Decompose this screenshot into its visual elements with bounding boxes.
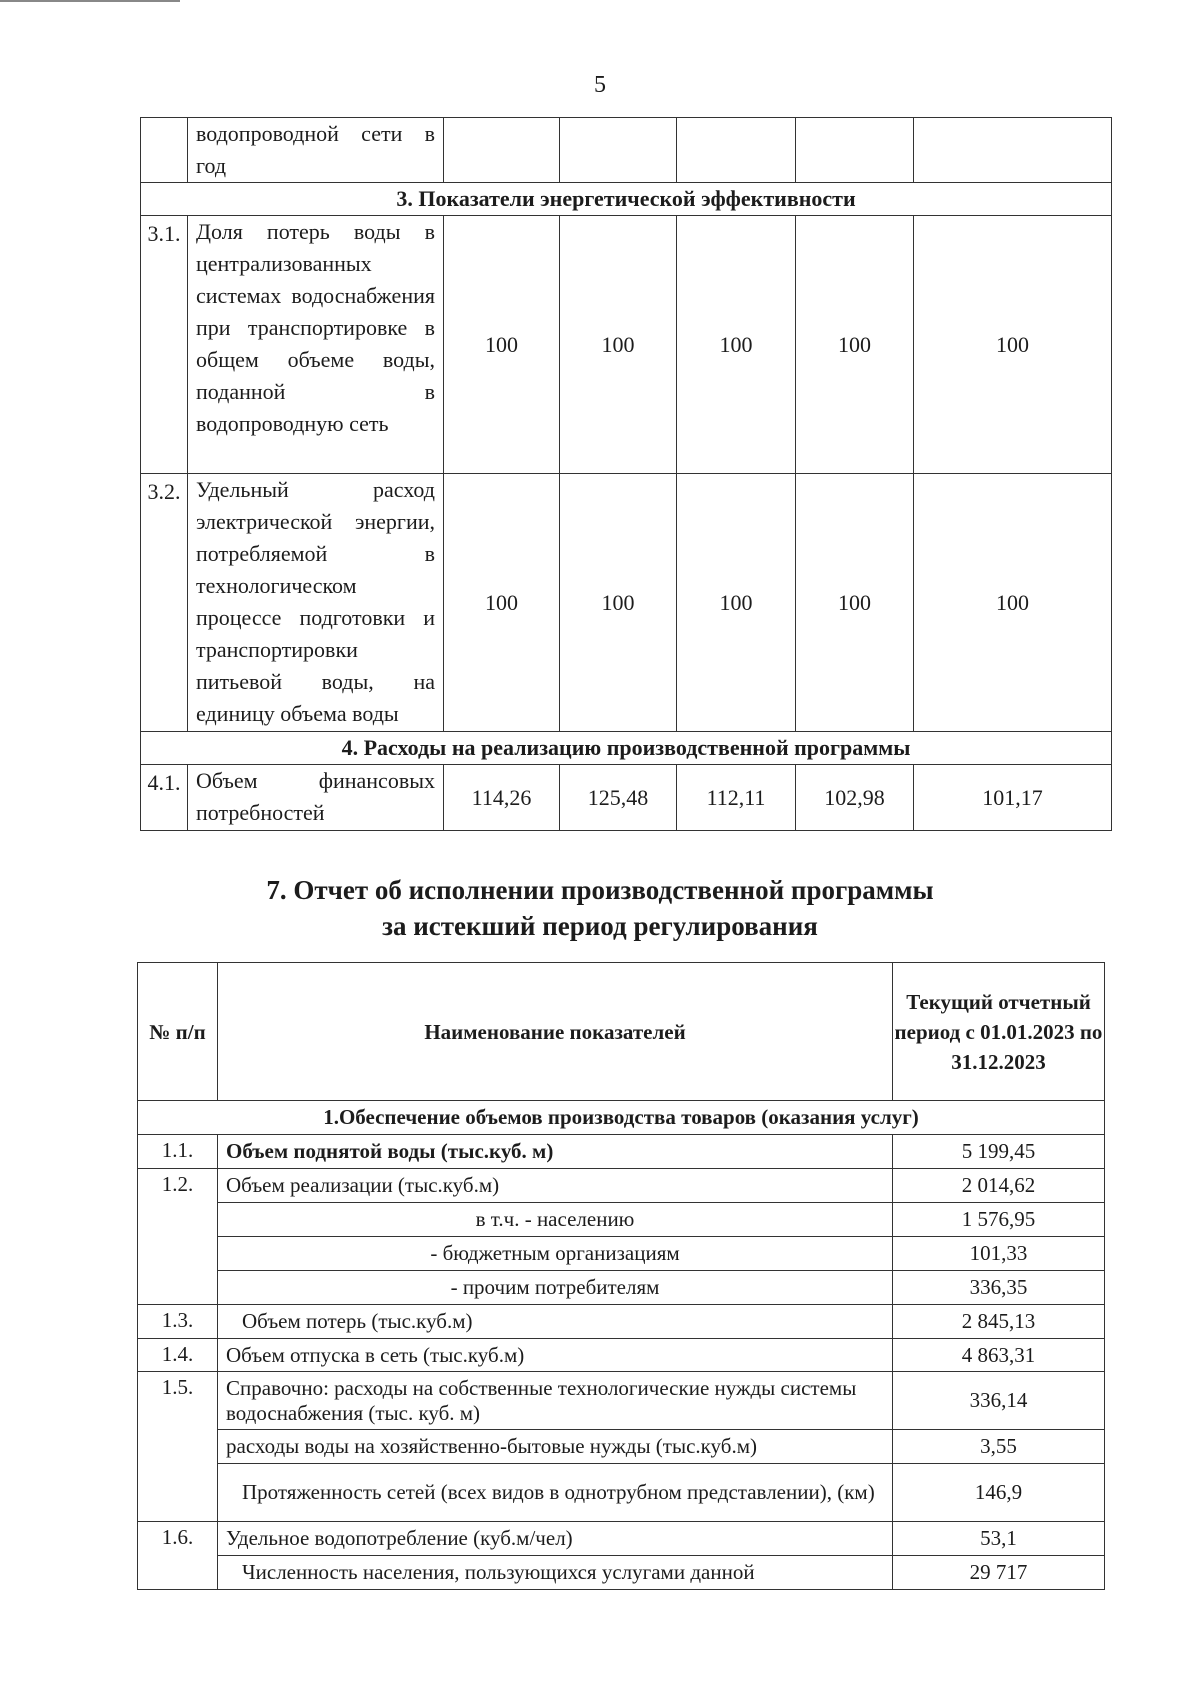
table-row xyxy=(141,118,1112,183)
indicator-name: - бюджетным организациям xyxy=(218,1237,893,1271)
value-cell: 100 xyxy=(444,216,560,474)
indicator-name: - прочим потребителям xyxy=(218,1271,893,1305)
indicator-name: Доля потерь воды в централизованных системах водоснабжения при транспортировке в общем объеме воды, поданной в водопроводную сеть xyxy=(188,216,444,474)
value-cell xyxy=(444,118,560,183)
value-cell: 29 717 xyxy=(893,1556,1105,1590)
value-cell: 2 845,13 xyxy=(893,1305,1105,1339)
table-row xyxy=(138,1430,1105,1464)
row-number: 1.1. xyxy=(138,1135,218,1169)
value-cell: 101,17 xyxy=(914,765,1112,831)
row-number: 1.2. xyxy=(138,1169,218,1305)
section-row xyxy=(138,1101,1105,1135)
value-cell: 1 576,95 xyxy=(893,1203,1105,1237)
value-cell: 102,98 xyxy=(796,765,914,831)
indicator-name: Объем потерь (тыс.куб.м) xyxy=(218,1305,893,1339)
row-number: 1.4. xyxy=(138,1339,218,1372)
table-row xyxy=(138,1271,1105,1305)
header-num: № п/п xyxy=(138,963,218,1101)
indicator-name: в т.ч. - населению xyxy=(218,1203,893,1237)
value-cell: 146,9 xyxy=(893,1464,1105,1522)
row-number: 1.6. xyxy=(138,1522,218,1590)
value-cell: 100 xyxy=(796,474,914,732)
indicator-name: Удельный расход электрической энергии, потребляемой в технологическом процессе подготовки и транспортировки питьевой воды, на единицу объема воды xyxy=(188,474,444,732)
table-row xyxy=(141,474,1112,732)
value-cell: 100 xyxy=(444,474,560,732)
indicator-name: Справочно: расходы на собственные технологические нужды системы водоснабжения (тыс. куб. м) xyxy=(218,1372,893,1430)
value-cell xyxy=(914,118,1112,183)
indicator-name: водопроводной сети в год xyxy=(188,118,444,183)
table-row xyxy=(141,216,1112,474)
table-row xyxy=(138,1203,1105,1237)
row-number: 4.1. xyxy=(141,765,188,831)
value-cell: 2 014,62 xyxy=(893,1169,1105,1203)
section-row xyxy=(141,732,1112,765)
row-number: 3.1. xyxy=(141,216,188,474)
indicators-table xyxy=(140,117,1112,831)
value-cell xyxy=(560,118,677,183)
section-title: 1.Обеспечение объемов производства товаров (оказания услуг) xyxy=(138,1101,1105,1135)
table-row xyxy=(138,1237,1105,1271)
table-row xyxy=(138,1464,1105,1522)
indicator-name: Численность населения, пользующихся услугами данной xyxy=(218,1556,893,1590)
indicator-name: расходы воды на хозяйственно-бытовые нужды (тыс.куб.м) xyxy=(218,1430,893,1464)
table-row xyxy=(138,1169,1105,1203)
header-row xyxy=(138,963,1105,1101)
value-cell: 336,14 xyxy=(893,1372,1105,1430)
heading-line-2: за истекший период регулирования xyxy=(382,911,818,941)
indicator-name: Объем финансовых потребностей xyxy=(188,765,444,831)
indicator-name: Удельное водопотребление (куб.м/чел) xyxy=(218,1522,893,1556)
value-cell: 100 xyxy=(677,216,796,474)
value-cell: 100 xyxy=(677,474,796,732)
value-cell: 100 xyxy=(560,474,677,732)
table-row xyxy=(138,1135,1105,1169)
section-title: 3. Показатели энергетической эффективности xyxy=(141,183,1112,216)
table-row xyxy=(141,765,1112,831)
table-row xyxy=(138,1305,1105,1339)
value-cell: 112,11 xyxy=(677,765,796,831)
scan-edge-mark xyxy=(0,0,180,2)
heading-line-1: 7. Отчет об исполнении производственной программы xyxy=(266,875,934,905)
value-cell: 5 199,45 xyxy=(893,1135,1105,1169)
table-row xyxy=(138,1522,1105,1556)
section-row xyxy=(141,183,1112,216)
value-cell: 100 xyxy=(796,216,914,474)
indicator-name: Протяженность сетей (всех видов в однотрубном представлении), (км) xyxy=(218,1464,893,1522)
value-cell: 336,35 xyxy=(893,1271,1105,1305)
value-cell: 4 863,31 xyxy=(893,1339,1105,1372)
value-cell: 100 xyxy=(560,216,677,474)
value-cell: 114,26 xyxy=(444,765,560,831)
table-row xyxy=(138,1372,1105,1430)
header-period: Текущий отчетный период с 01.01.2023 по 31.12.2023 xyxy=(893,963,1105,1101)
indicator-name: Объем реализации (тыс.куб.м) xyxy=(218,1169,893,1203)
value-cell: 125,48 xyxy=(560,765,677,831)
indicator-name: Объем поднятой воды (тыс.куб. м) xyxy=(218,1135,893,1169)
row-number-cell xyxy=(141,118,188,183)
table-row xyxy=(138,1339,1105,1372)
value-cell: 3,55 xyxy=(893,1430,1105,1464)
page-number: 5 xyxy=(594,72,606,98)
header-name: Наименование показателей xyxy=(218,963,893,1101)
value-cell xyxy=(796,118,914,183)
row-number: 3.2. xyxy=(141,474,188,732)
indicator-name: Объем отпуска в сеть (тыс.куб.м) xyxy=(218,1339,893,1372)
section-title: 4. Расходы на реализацию производственной программы xyxy=(141,732,1112,765)
section-heading xyxy=(0,872,1200,944)
value-cell: 100 xyxy=(914,216,1112,474)
value-cell xyxy=(677,118,796,183)
row-number: 1.5. xyxy=(138,1372,218,1522)
value-cell: 53,1 xyxy=(893,1522,1105,1556)
row-number: 1.3. xyxy=(138,1305,218,1339)
value-cell: 101,33 xyxy=(893,1237,1105,1271)
report-table xyxy=(137,962,1105,1590)
table-row xyxy=(138,1556,1105,1590)
value-cell: 100 xyxy=(914,474,1112,732)
